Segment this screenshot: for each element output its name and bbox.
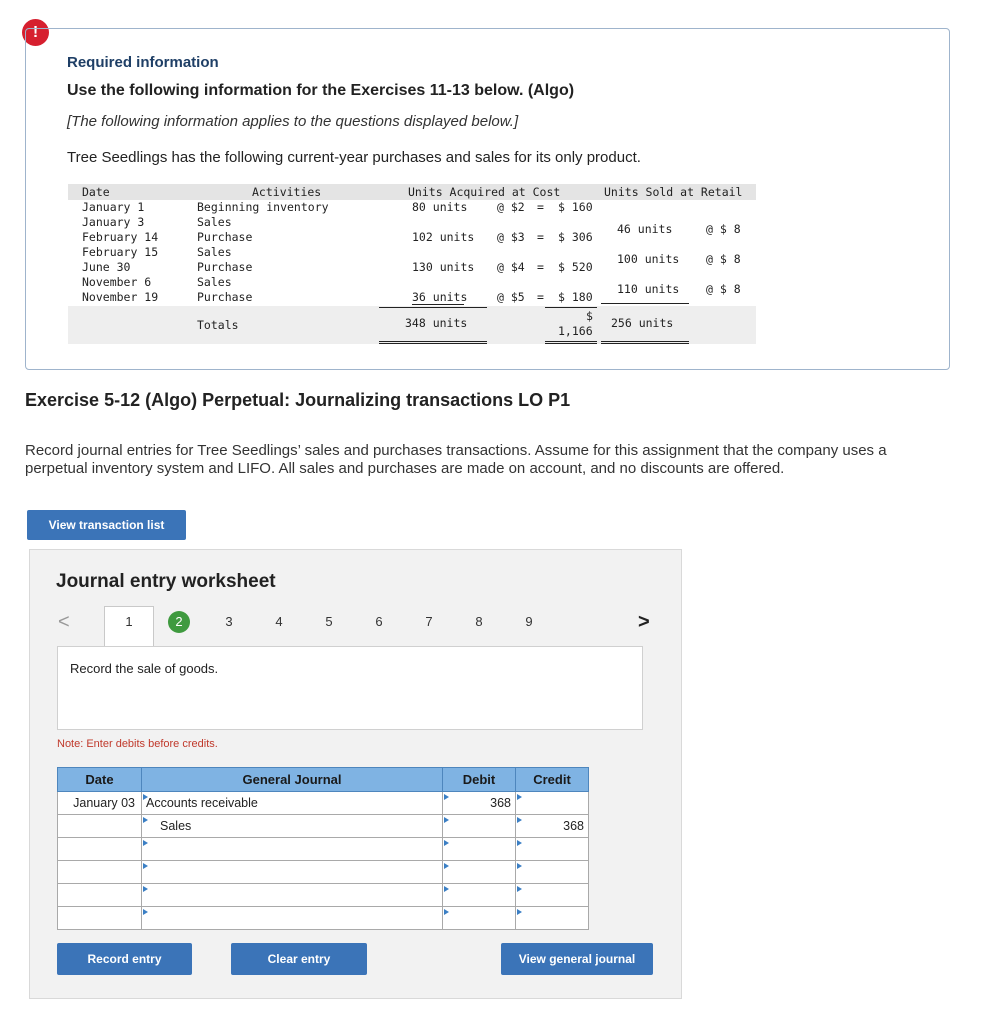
row-equals: = [537, 260, 544, 274]
tab-3[interactable] [206, 613, 252, 631]
tab-complete-indicator: 2 [168, 611, 190, 633]
row-units: 80 units [412, 200, 468, 214]
exclamation-icon: ! [22, 19, 49, 46]
row-equals: = [537, 290, 544, 304]
journal-header-account: General Journal [142, 768, 443, 792]
totals-units: 348 units [405, 316, 468, 330]
journal-header-date: Date [58, 768, 142, 792]
col-header-activities: Activities [252, 185, 322, 199]
journal-debit-cell[interactable] [443, 907, 516, 930]
row-unit-cost: @ $5 [497, 290, 525, 304]
row-retail-price: @ $ 8 [706, 282, 741, 296]
row-units: 102 units [412, 230, 475, 244]
totals-label: Totals [197, 318, 239, 332]
row-unit-cost: @ $2 [497, 200, 525, 214]
units-double-underline-2 [379, 343, 487, 344]
journal-credit-cell[interactable] [516, 907, 589, 930]
tab-label: 5 [325, 614, 333, 629]
row-activity: Sales [197, 245, 232, 259]
row-activity: Purchase [197, 230, 253, 244]
journal-header-debit: Debit [443, 768, 516, 792]
journal-account-cell[interactable] [142, 907, 443, 930]
tab-9[interactable] [506, 613, 552, 631]
row-units: 130 units [412, 260, 475, 274]
journal-credit-cell[interactable]: 368 [516, 815, 589, 838]
units-double-underline-1 [379, 341, 487, 342]
tab-label: 1 [125, 614, 133, 629]
transaction-description: Record the sale of goods. [70, 661, 219, 676]
row-activity: Sales [197, 215, 232, 229]
journal-date-cell[interactable]: January 03 [58, 792, 142, 815]
journal-date-cell[interactable] [58, 861, 142, 884]
journal-date-cell[interactable] [58, 815, 142, 838]
sold-underline [601, 303, 689, 304]
tab-label: 3 [225, 614, 233, 629]
journal-row [58, 838, 589, 861]
journal-credit-cell[interactable] [516, 838, 589, 861]
row-date: February 15 [82, 245, 159, 259]
journal-account-cell[interactable]: Sales [142, 815, 443, 838]
totals-sold: 256 units [611, 316, 674, 330]
row-units-sold: 110 units [617, 282, 680, 296]
row-date: June 30 [82, 260, 131, 274]
journal-debit-cell[interactable] [443, 815, 516, 838]
journal-date-cell[interactable] [58, 838, 142, 861]
general-journal-table [57, 767, 589, 930]
row-date: November 19 [82, 290, 159, 304]
worksheet-title: Journal entry worksheet [56, 571, 276, 592]
tab-4[interactable] [256, 613, 302, 631]
applies-note: [The following information applies to the questions displayed below.] [67, 113, 519, 130]
row-date: February 14 [82, 230, 159, 244]
journal-row [58, 907, 589, 930]
row-retail-price: @ $ 8 [706, 222, 741, 236]
row-activity: Purchase [197, 290, 253, 304]
row-equals: = [537, 200, 544, 214]
cost-double-underline-1 [545, 341, 597, 342]
journal-debit-cell[interactable] [443, 884, 516, 907]
required-info-title: Required information [67, 54, 219, 71]
tab-label: 8 [475, 614, 483, 629]
row-date: January 3 [82, 215, 145, 229]
tab-5[interactable] [306, 613, 352, 631]
journal-date-cell[interactable] [58, 884, 142, 907]
row-equals: = [537, 230, 544, 244]
journal-debit-cell[interactable] [443, 861, 516, 884]
row-unit-cost: @ $4 [497, 260, 525, 274]
journal-row [58, 815, 589, 838]
tab-7[interactable] [406, 613, 452, 631]
last-units-underline [412, 304, 464, 305]
journal-credit-cell[interactable] [516, 792, 589, 815]
exercise-title: Exercise 5-12 (Algo) Perpetual: Journalizing transactions LO P1 [25, 390, 571, 410]
sold-double-underline-1 [601, 341, 689, 342]
units-underline [379, 307, 487, 308]
journal-account-cell[interactable] [142, 838, 443, 861]
cost-double-underline-2 [545, 343, 597, 344]
row-unit-cost: @ $3 [497, 230, 525, 244]
journal-debit-cell[interactable] [443, 838, 516, 861]
journal-row [58, 861, 589, 884]
col-header-sold: Units Sold at Retail [604, 185, 743, 199]
journal-row [58, 792, 589, 815]
row-units-sold: 100 units [617, 252, 680, 266]
journal-account-cell[interactable]: Accounts receivable [142, 792, 443, 815]
row-activity: Purchase [197, 260, 253, 274]
row-units: 36 units [412, 290, 468, 304]
row-cost: $ 160 [558, 200, 593, 214]
clear-entry-button[interactable]: Clear entry [231, 943, 367, 975]
journal-credit-cell[interactable] [516, 861, 589, 884]
row-units-sold: 46 units [617, 222, 673, 236]
tab-2[interactable] [156, 611, 202, 633]
row-retail-price: @ $ 8 [706, 252, 741, 266]
row-cost: $ 306 [558, 230, 593, 244]
journal-credit-cell[interactable] [516, 884, 589, 907]
tab-6[interactable] [356, 613, 402, 631]
intro-text: Tree Seedlings has the following current-year purchases and sales for its only product. [67, 149, 641, 166]
row-activity: Beginning inventory [197, 200, 329, 214]
debit-credit-note: Note: Enter debits before credits. [57, 738, 218, 750]
chevron-left-icon[interactable]: < [58, 611, 70, 633]
totals-cost-symbol: $ [586, 309, 593, 323]
sold-double-underline-2 [601, 343, 689, 344]
tab-label: 7 [425, 614, 433, 629]
chevron-right-icon[interactable]: > [638, 611, 650, 633]
journal-account-cell[interactable] [142, 861, 443, 884]
col-header-date: Date [82, 185, 110, 199]
totals-cost: 1,166 [558, 324, 593, 338]
tab-1[interactable] [106, 613, 152, 631]
cost-underline [545, 307, 597, 308]
journal-row [58, 884, 589, 907]
transaction-description-box [57, 646, 643, 730]
journal-header-credit: Credit [516, 768, 589, 792]
exercise-instruction: Use the following information for the Exercises 11-13 below. (Algo) [67, 82, 575, 99]
view-transaction-list-button[interactable]: View transaction list [27, 510, 186, 540]
row-activity: Sales [197, 275, 232, 289]
view-general-journal-button[interactable]: View general journal [501, 943, 653, 975]
col-header-acquired: Units Acquired at Cost [408, 185, 561, 199]
journal-date-cell[interactable] [58, 907, 142, 930]
tab-label: 9 [525, 614, 533, 629]
journal-account-cell[interactable] [142, 884, 443, 907]
tab-label: 4 [275, 614, 283, 629]
exercise-description: Record journal entries for Tree Seedlings’ sales and purchases transactions. Assume for this assignment that the company uses a perpetual inventory system and LIFO. All sales and purchases are made on account, and no discounts are offered. [25, 442, 887, 477]
row-cost: $ 180 [558, 290, 593, 304]
row-date: November 6 [82, 275, 152, 289]
journal-debit-cell[interactable]: 368 [443, 792, 516, 815]
row-date: January 1 [82, 200, 145, 214]
tab-8[interactable] [456, 613, 502, 631]
tab-label: 6 [375, 614, 383, 629]
row-cost: $ 520 [558, 260, 593, 274]
record-entry-button[interactable]: Record entry [57, 943, 192, 975]
